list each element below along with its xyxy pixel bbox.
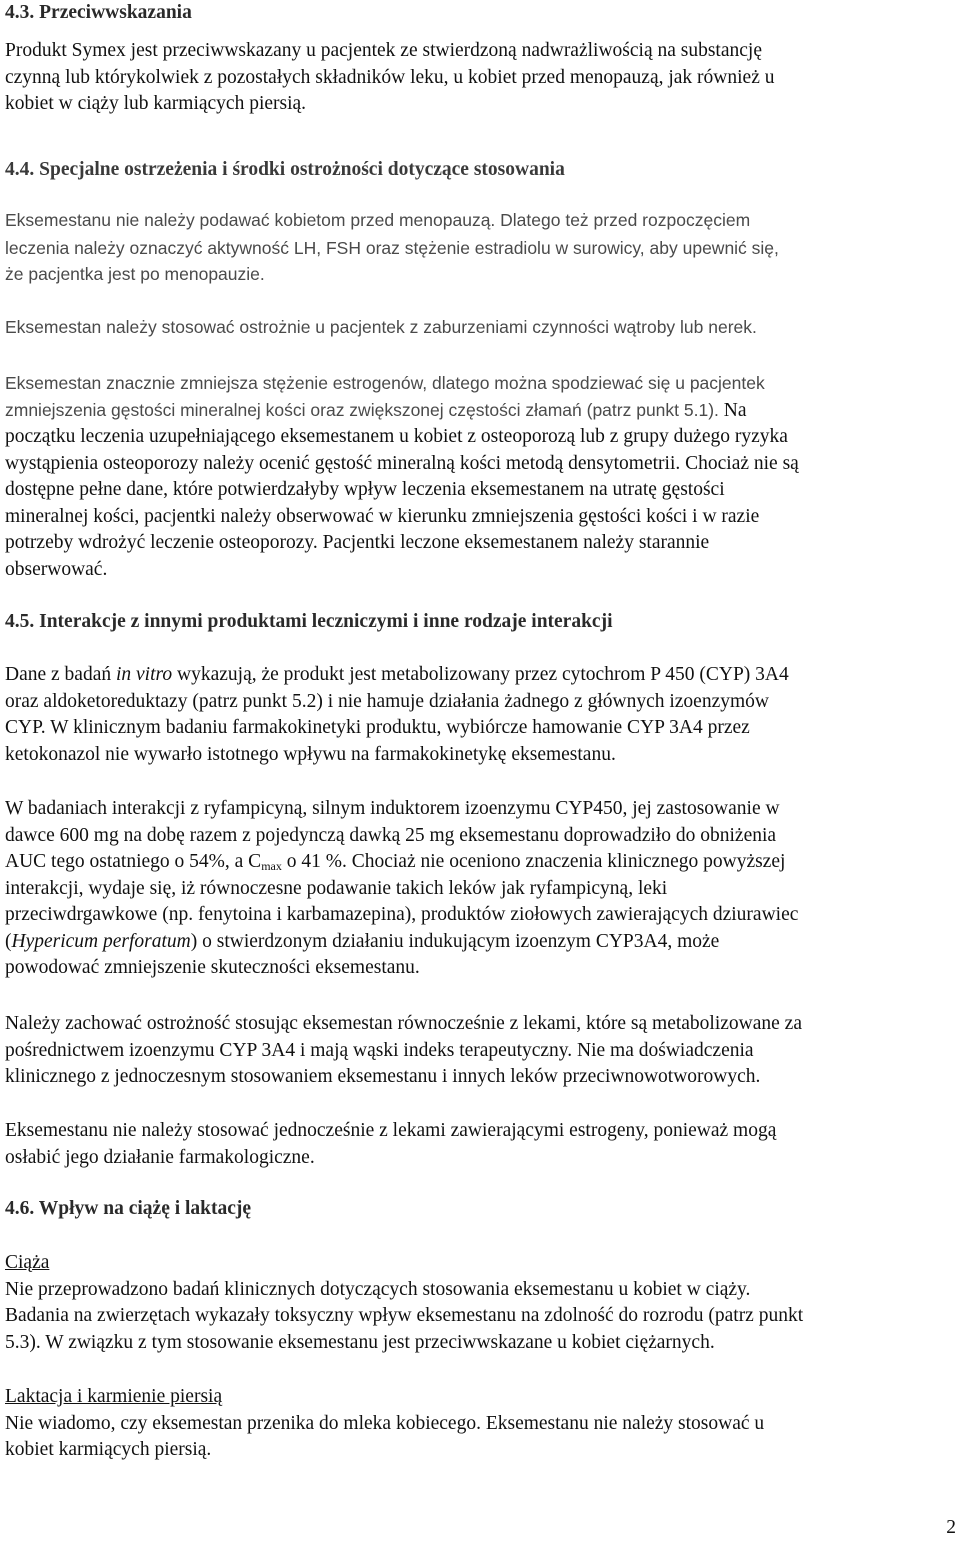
text-line: początku leczenia uzupełniającego eksemestanem u kobiet z osteoporozą lub z grupy dużego ryzyka xyxy=(5,426,788,447)
section-heading-4-4 xyxy=(5,157,565,183)
text-run: Dane z badań xyxy=(5,664,116,685)
text-line: ketokonazol nie wywarło istotnego wpływu na farmakokinetykę eksemestanu. xyxy=(5,743,616,765)
section-heading-4-3: 4.3. Przeciwwskazania xyxy=(5,2,192,23)
text-line: interakcji, wydaje się, iż równoczesne podawanie takich leków jak ryfampicyną, leki xyxy=(5,877,668,899)
text-line: Eksemestan należy stosować ostrożnie u pacjentek z zaburzeniami czynności wątroby lub nerek. xyxy=(5,317,757,337)
text-line: oraz aldoketoreduktazy (patrz punkt 5.2) i nie hamuje działania żadnego z głównych izoenzymów xyxy=(5,690,769,712)
text-line xyxy=(5,849,798,876)
text-run: AUC tego ostatniego o 54%, a C xyxy=(5,851,262,872)
text-line: CYP. W klinicznym badaniu farmakokinetyki produktu, wybiórcze hamowanie CYP 3A4 przez xyxy=(5,717,750,738)
subheading-pregnancy: Ciąża xyxy=(5,1252,50,1273)
text-line: Nie wiadomo, czy eksemestan przenika do mleka kobiecego. Eksemestanu nie należy stosować u xyxy=(5,1412,765,1434)
text-line xyxy=(5,929,798,956)
paragraph-interactions-3 xyxy=(5,1011,802,1091)
paragraph-interactions-2 xyxy=(5,796,798,982)
text-line: przeciwdrgawkowe (np. fenytoina i karbamazepina), produktów ziołowych zawierających dziurawiec xyxy=(5,904,799,925)
text-line: Eksemestanu nie należy stosować jednocześnie z lekami zawierającymi estrogeny, ponieważ mogą xyxy=(5,1120,777,1141)
text-line: Produkt Symex jest przeciwwskazany u pacjentek ze stwierdzoną nadwrażliwością na substancję xyxy=(5,40,762,61)
text-line: osłabić jego działanie farmakologiczne. xyxy=(5,1146,315,1168)
paragraph-lactation xyxy=(5,1384,764,1464)
text-line: wystąpienia osteoporozy należy ocenić gęstość mineralną kości metodą densytometrii. Chociaż nie są xyxy=(5,452,799,474)
paragraph-warnings-3 xyxy=(5,370,799,583)
text-italic: in vitro xyxy=(115,664,173,685)
paragraph-warnings-1 xyxy=(5,207,779,288)
text-line: powodować zmniejszenie skuteczności eksemestanu. xyxy=(5,957,420,978)
text-line: Eksemestan znacznie zmniejsza stężenie estrogenów, dlatego można spodziewać się u pacjentek xyxy=(5,373,765,393)
subscript: max xyxy=(261,859,282,873)
page-number: 2 xyxy=(946,1517,956,1538)
text-line: leczenia należy oznaczyć aktywność LH, FSH oraz stężenie estradiolu w surowicy, aby upewnić się, xyxy=(5,237,779,258)
paragraph-interactions-4 xyxy=(5,1118,776,1171)
text-line xyxy=(5,397,799,425)
text-grey: Dlatego też przed rozpoczęciem xyxy=(495,210,751,230)
paragraph-pregnancy xyxy=(5,1250,803,1356)
paragraph-interactions-1 xyxy=(5,662,789,768)
text-line: dawce 600 mg na dobę razem z pojedynczą dawką 25 mg eksemestanu doprowadziło do obniżenia xyxy=(5,824,777,846)
paragraph-contraindications xyxy=(5,38,774,118)
text-run: ) o stwierdzonym działaniu indukującym izoenzym CYP3A4, może xyxy=(190,930,720,952)
text-line: Nie przeprowadzono badań klinicznych dotyczących stosowania eksemestanu u kobiet w ciąży. xyxy=(5,1278,751,1300)
text-run: o 41 %. Chociaż nie oceniono znaczenia klinicznego powyższej xyxy=(281,851,786,872)
text-line: dostępne pełne dane, które potwierdzałyby wpływ leczenia eksemestanem na utratę gęstości xyxy=(5,479,725,500)
section-heading-4-5: 4.5. Interakcje z innymi produktami leczniczymi i inne rodzaje interakcji xyxy=(5,611,613,632)
text-italic: Hypericum perforatum xyxy=(11,930,191,952)
paragraph-warnings-2 xyxy=(5,314,757,341)
text-line: W badaniach interakcji z ryfampicyną, silnym induktorem izoenzymu CYP450, jej zastosowanie w xyxy=(5,798,780,819)
text-grey: Eksemestanu nie należy podawać kobietom przed menopauzą. xyxy=(5,210,496,230)
text-line: mineralnej kości, pacjentki należy obserwować w kierunku zmniejszenia gęstości kości i w razie xyxy=(5,505,760,527)
text-line xyxy=(5,662,789,689)
text-grey: zmniejszenia gęstości mineralnej kości oraz zwiększonej częstości złamań (patrz punkt 5.1). xyxy=(5,399,719,420)
text-line: czynną lub którykolwiek z pozostałych składników leku, u kobiet przed menopauzą, jak również u xyxy=(5,66,775,88)
text-line: kobiet karmiących piersią. xyxy=(5,1439,212,1460)
text-line xyxy=(5,207,779,235)
text-run: wykazują, że produkt jest metabolizowany przez cytochrom P 450 (CYP) 3A4 xyxy=(172,664,789,685)
text-line: pośrednictwem izoenzymu CYP 3A4 i mają wąski indeks terapeutyczny. Nie ma doświadczenia xyxy=(5,1039,754,1061)
text-line: potrzeby wdrożyć leczenie osteoporozy. Pacjentki leczone eksemestanem należy starannie xyxy=(5,532,710,553)
text-line: obserwować. xyxy=(5,558,108,580)
text-line: 5.3). W związku z tym stosowanie eksemestanu jest przeciwwskazane u kobiet ciężarnych. xyxy=(5,1331,715,1353)
section-heading-4-6: 4.6. Wpływ na ciążę i laktację xyxy=(5,1198,252,1219)
text-line: klinicznego z jednoczesnym stosowaniem eksemestanu i innych leków przeciwnowotworowych. xyxy=(5,1066,761,1087)
text-run: ( xyxy=(5,930,12,952)
heading-text: 4.4. Specjalne ostrzeżenia i środki ostrożności dotyczące stosowania xyxy=(5,159,565,180)
text-line: Badania na zwierzętach wykazały toksyczny wpływ eksemestanu na zdolność do rozrodu (patrz punkt xyxy=(5,1305,804,1326)
subheading-lactation: Laktacja i karmienie piersią xyxy=(5,1386,223,1407)
text-line: Należy zachować ostrożność stosując eksemestan równocześnie z lekami, które są metabolizowane za xyxy=(5,1013,802,1034)
text-black: Na xyxy=(718,399,747,421)
text-line: że pacjentka jest po menopauzie. xyxy=(5,264,265,284)
text-line: kobiet w ciąży lub karmiących piersią. xyxy=(5,93,307,114)
